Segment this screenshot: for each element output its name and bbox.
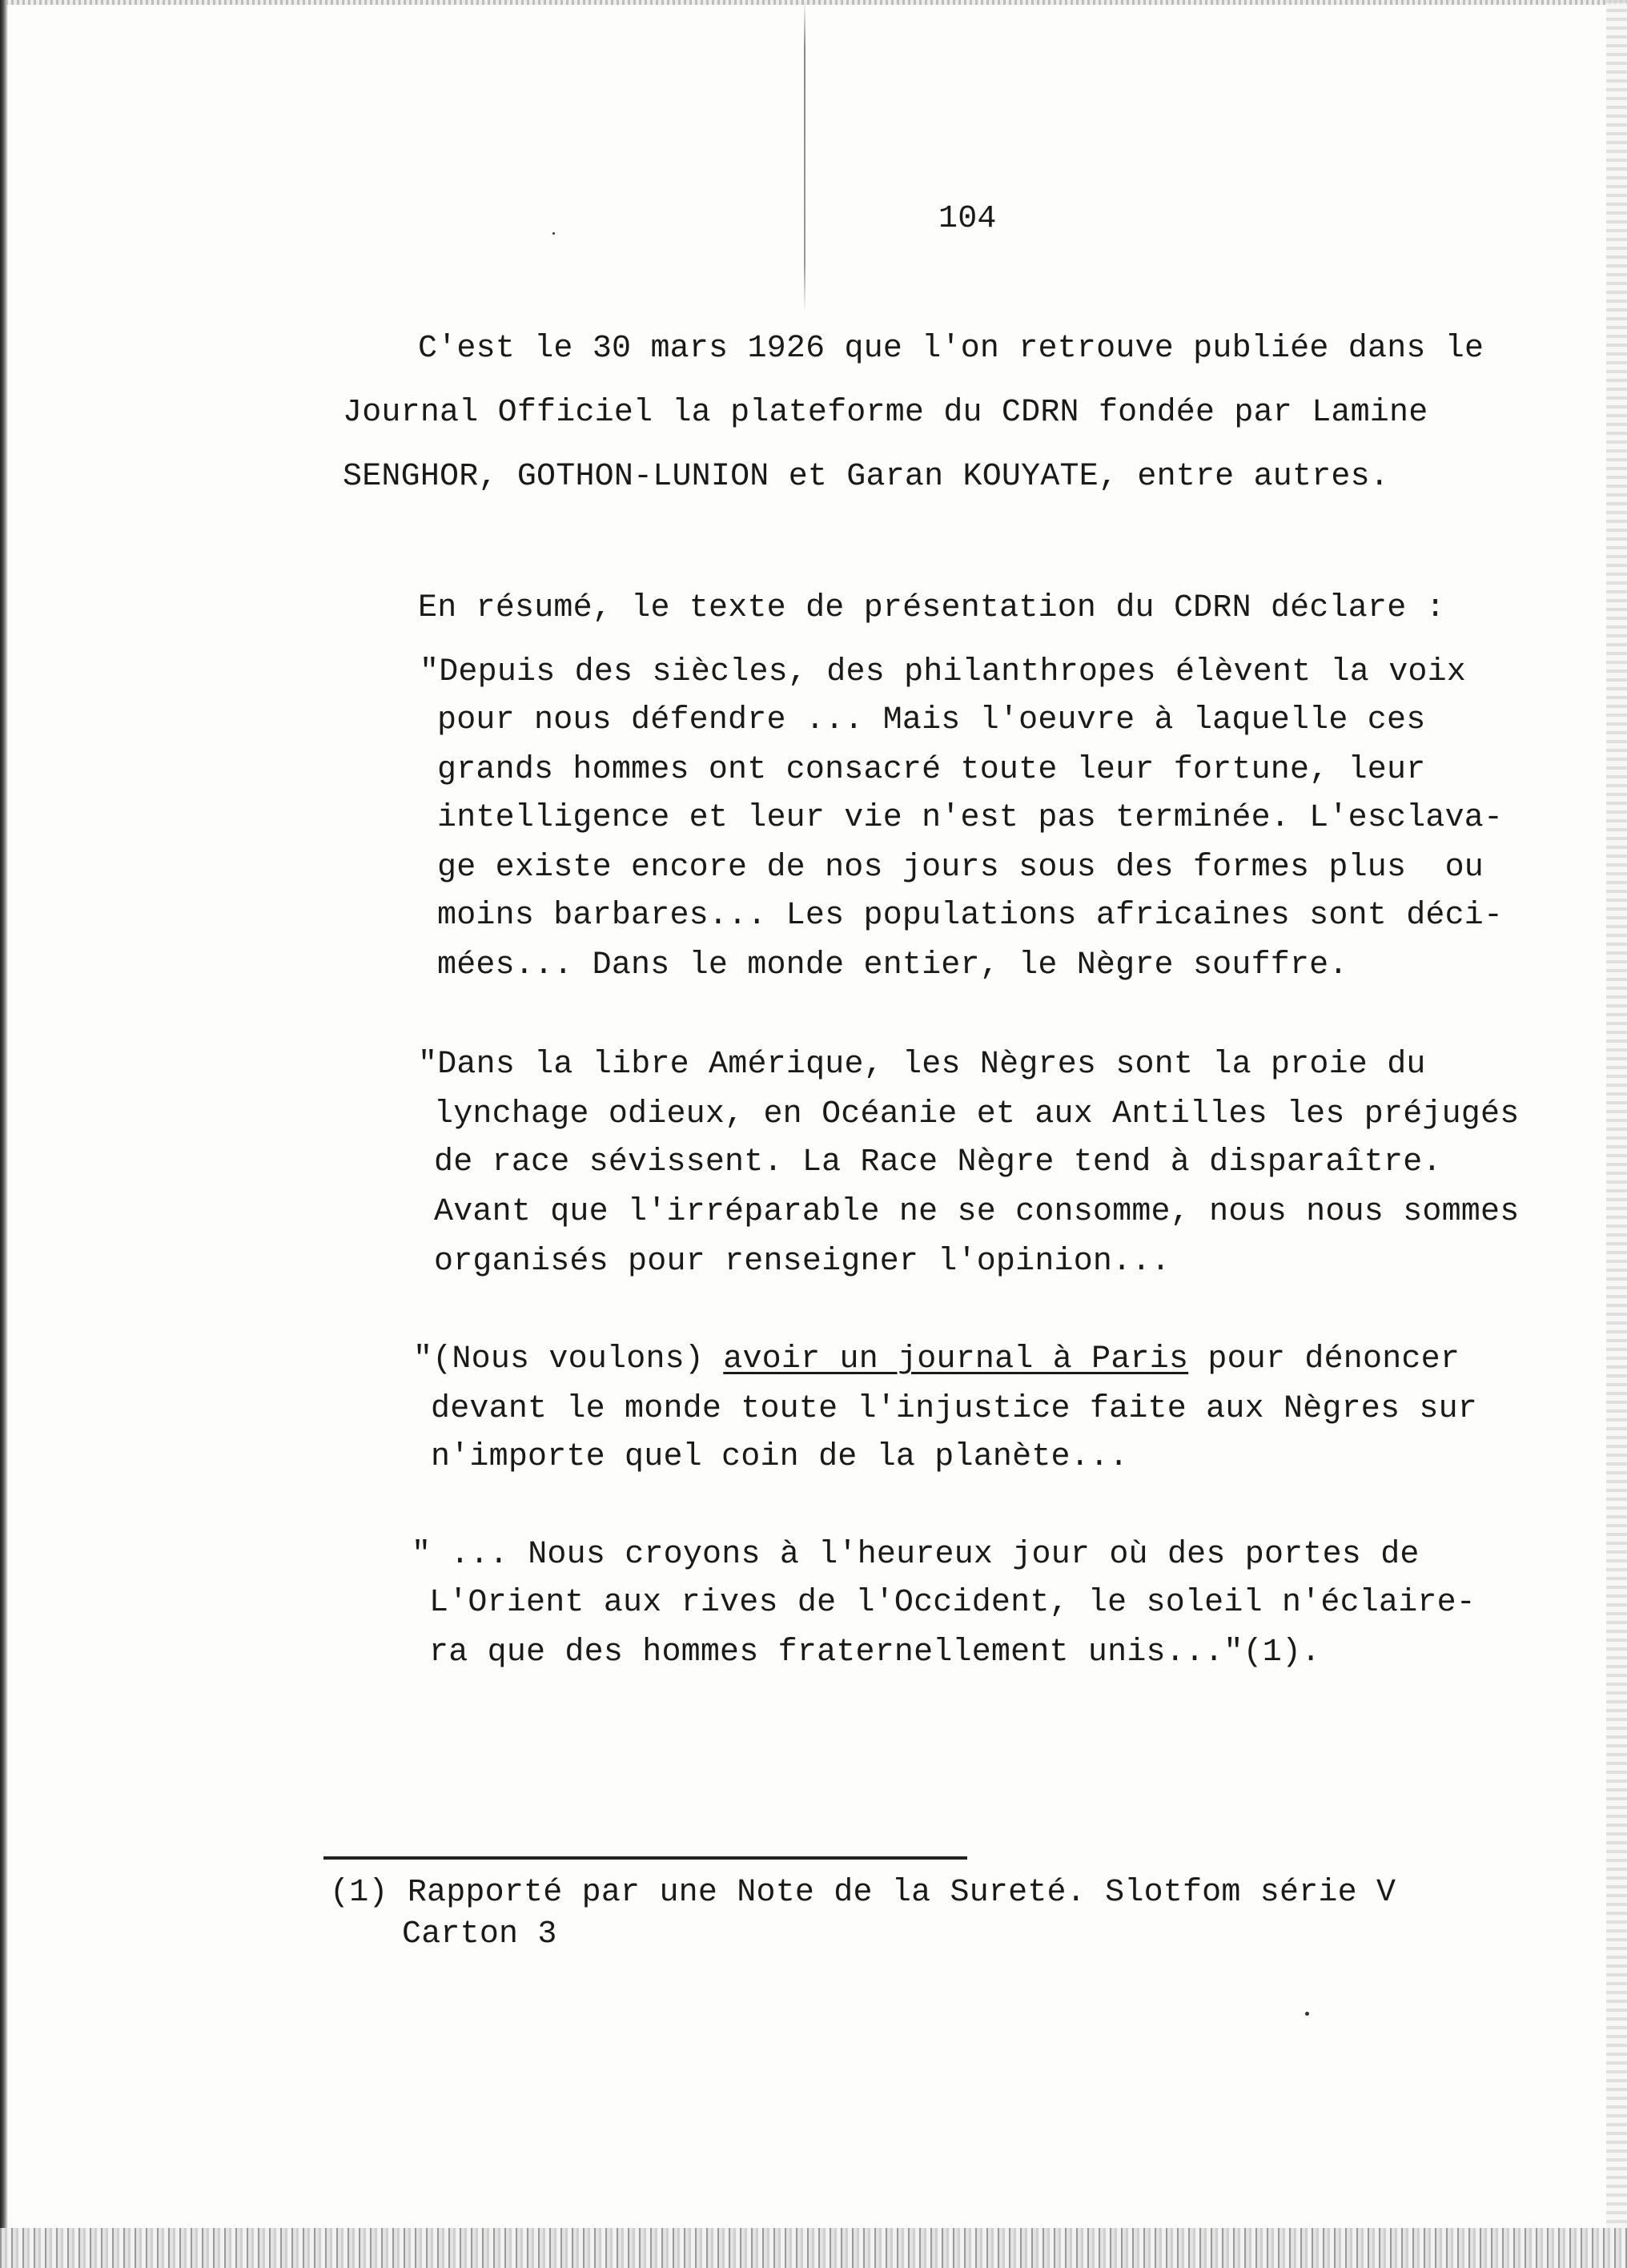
page-number: 104: [938, 201, 997, 237]
quote3-underlined-phrase: avoir un journal à Paris: [723, 1341, 1189, 1377]
quote1-line-7: mées... Dans le monde entier, le Nègre souffre.: [437, 947, 1348, 983]
quote1-line-5: ge existe encore de nos jours sous des formes plus ou: [437, 850, 1484, 886]
summary-line: En résumé, le texte de présentation du CDRN déclare :: [418, 590, 1445, 626]
footnote-line-1: (1) Rapporté par une Note de la Sureté. Slotfom série V: [330, 1875, 1396, 1911]
quote4-line-1: " ... Nous croyons à l'heureux jour où des portes de: [412, 1537, 1420, 1573]
quote3-line-3: n'importe quel coin de la planète...: [431, 1439, 1129, 1475]
scan-speck: [552, 232, 555, 235]
scan-speck: [1305, 2012, 1309, 2016]
scan-top-edge: [0, 0, 1627, 5]
intro-line-1: C'est le 30 mars 1926 que l'on retrouve publiée dans le: [418, 331, 1484, 367]
quote1-line-1: "Depuis des siècles, des philanthropes élèvent la voix: [420, 654, 1467, 690]
scan-fold-line: [804, 0, 805, 312]
scan-left-edge: [0, 0, 8, 2268]
quote3-line-1: [413, 1341, 1460, 1377]
quote2-line-3: de race sévissent. La Race Nègre tend à disparaître.: [434, 1144, 1442, 1180]
footnote-rule: [323, 1856, 967, 1860]
intro-line-2: Journal Officiel la plateforme du CDRN fondée par Lamine: [343, 395, 1428, 431]
quote2-line-4: Avant que l'irréparable ne se consomme, nous nous sommes: [434, 1194, 1520, 1230]
quote2-line-2: lynchage odieux, en Océanie et aux Antilles les préjugés: [434, 1096, 1520, 1132]
quote1-line-3: grands hommes ont consacré toute leur fortune, leur: [437, 752, 1426, 788]
quote3-prefix: "(Nous voulons): [413, 1341, 724, 1377]
quote4-line-3: ra que des hommes fraternellement unis..."(1).: [429, 1635, 1321, 1671]
quote3-line-2: devant le monde toute l'injustice faite aux Nègres sur: [431, 1391, 1478, 1427]
quote2-line-1: "Dans la libre Amérique, les Nègres sont la proie du: [418, 1047, 1426, 1083]
quote1-line-6: moins barbares... Les populations africaines sont déci-: [437, 898, 1504, 934]
intro-line-3: SENGHOR, GOTHON-LUNION et Garan KOUYATE, entre autres.: [343, 459, 1390, 495]
quote2-line-5: organisés pour renseigner l'opinion...: [434, 1244, 1171, 1280]
quote1-line-2: pour nous défendre ... Mais l'oeuvre à laquelle ces: [437, 702, 1426, 738]
quote1-line-4: intelligence et leur vie n'est pas terminée. L'esclava-: [437, 800, 1504, 836]
quote4-line-2: L'Orient aux rives de l'Occident, le soleil n'éclaire-: [429, 1585, 1476, 1621]
scan-right-edge: [1606, 0, 1627, 2268]
footnote-line-2: Carton 3: [402, 1916, 557, 1952]
scan-bottom-edge: [0, 2228, 1627, 2268]
quote3-suffix: pour dénoncer: [1188, 1341, 1460, 1377]
